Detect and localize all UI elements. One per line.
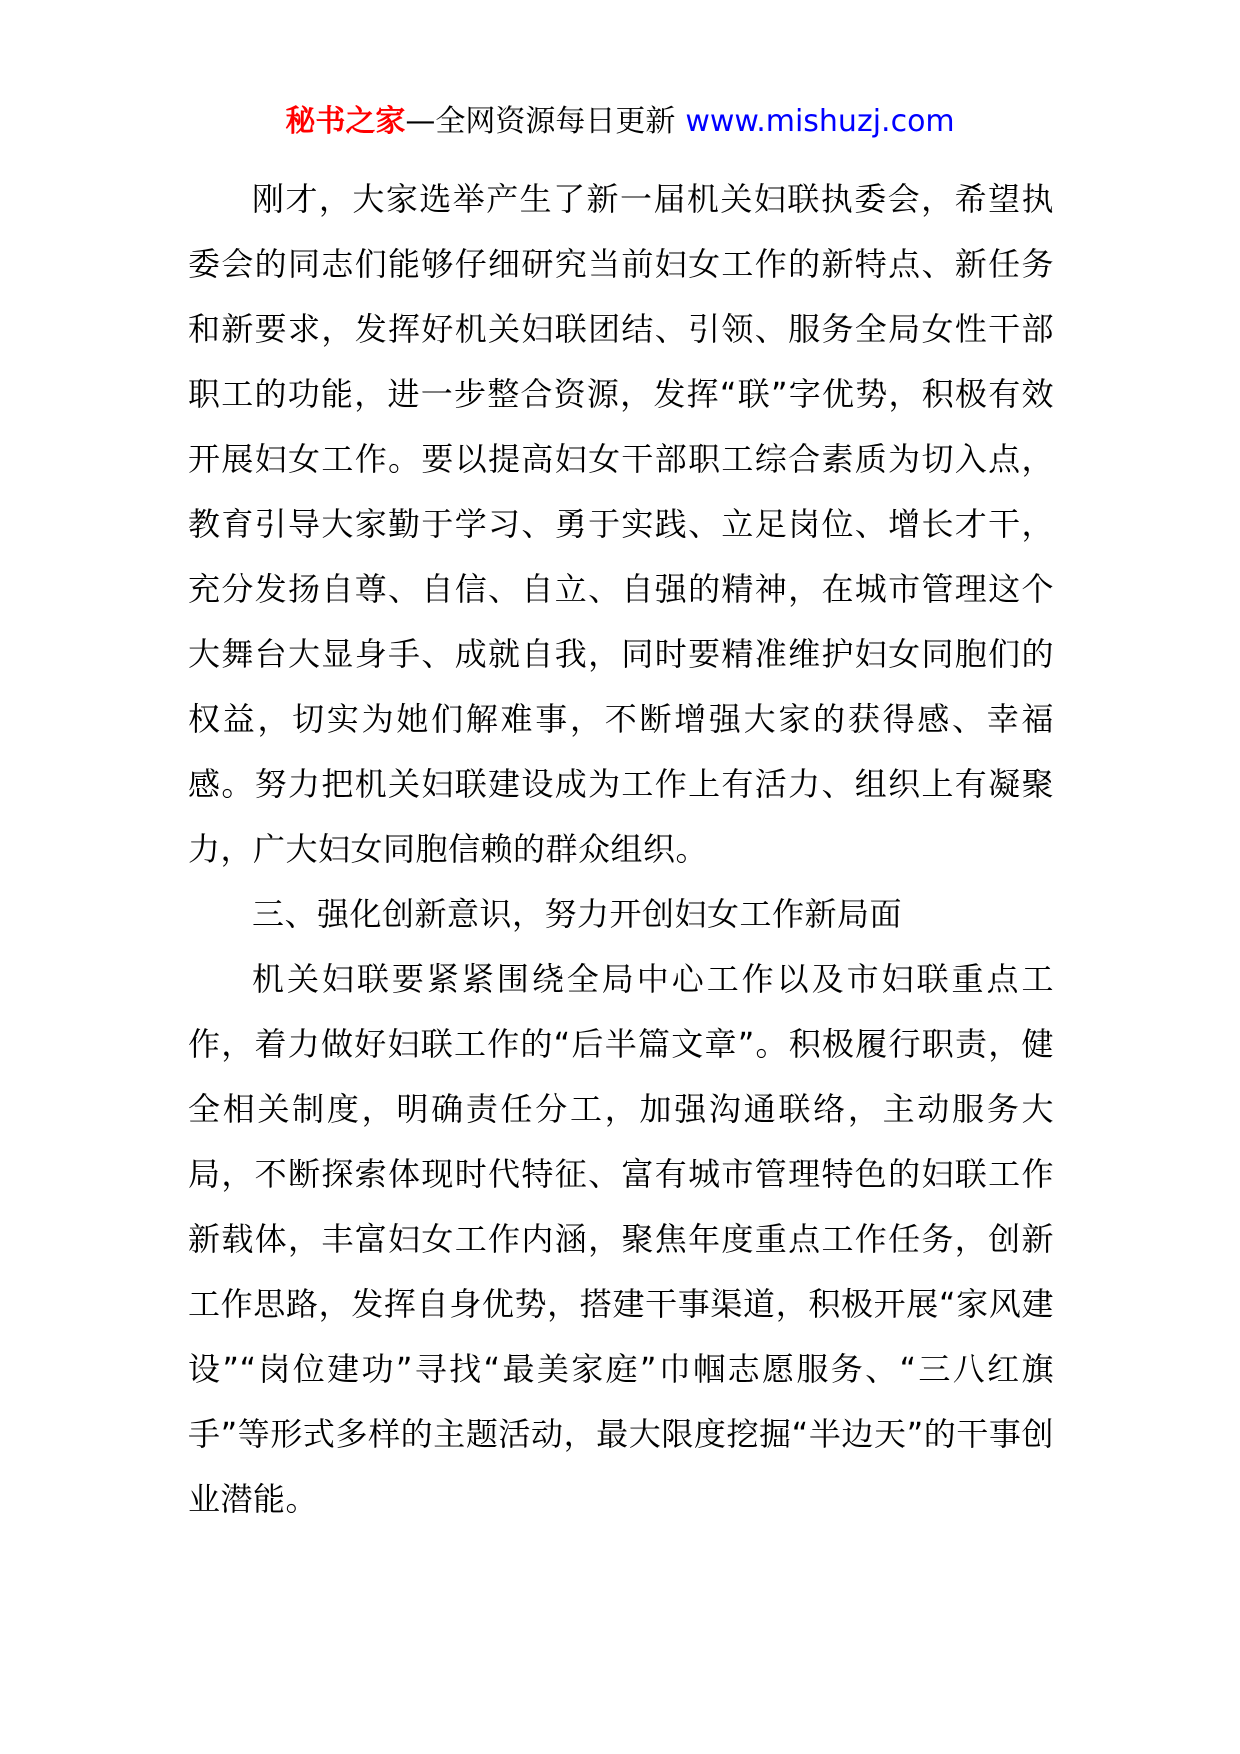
watermark-header xyxy=(0,100,1240,144)
header-tagline: —全网资源每日更新 xyxy=(405,104,676,139)
document-body xyxy=(188,167,1054,1532)
site-url-link[interactable]: www.mishuzj.com xyxy=(685,104,955,139)
body-paragraph-2: 机关妇联要紧紧围绕全局中心工作以及市妇联重点工作，着力做好妇联工作的“后半篇文章”。积极履行职责，健全相关制度，明确责任分工，加强沟通联络，主动服务大局，不断探索体现时代特征、富有城市管理特色的妇联工作新载体，丰富妇女工作内涵，聚焦年度重点工作任务，创新工作思路，发挥自身优势，搭建干事渠道，积极开展“家风建设”“岗位建功”寻找“最美家庭”巾帼志愿服务、“三八红旗手”等形式多样的主题活动，最大限度挖掘“半边天”的干事创业潜能。 xyxy=(188,960,1054,1518)
brand-name: 秘书之家 xyxy=(285,104,406,139)
section-heading-3: 三、强化创新意识，努力开创妇女工作新局面 xyxy=(252,895,903,933)
body-paragraph-1: 刚才，大家选举产生了新一届机关妇联执委会，希望执委会的同志们能够仔细研究当前妇女工作的新特点、新任务和新要求，发挥好机关妇联团结、引领、服务全局女性干部职工的功能，进一步整合资源，发挥“联”字优势，积极有效开展妇女工作。要以提高妇女干部职工综合素质为切入点，教育引导大家勤于学习、勇于实践、立足岗位、增长才干，充分发扬自尊、自信、自立、自强的精神，在城市管理这个大舞台大显身手、成就自我，同时要精准维护妇女同胞们的权益，切实为她们解难事，不断增强大家的获得感、幸福感。努力把机关妇联建设成为工作上有活力、组织上有凝聚力，广大妇女同胞信赖的群众组织。 xyxy=(188,180,1054,868)
